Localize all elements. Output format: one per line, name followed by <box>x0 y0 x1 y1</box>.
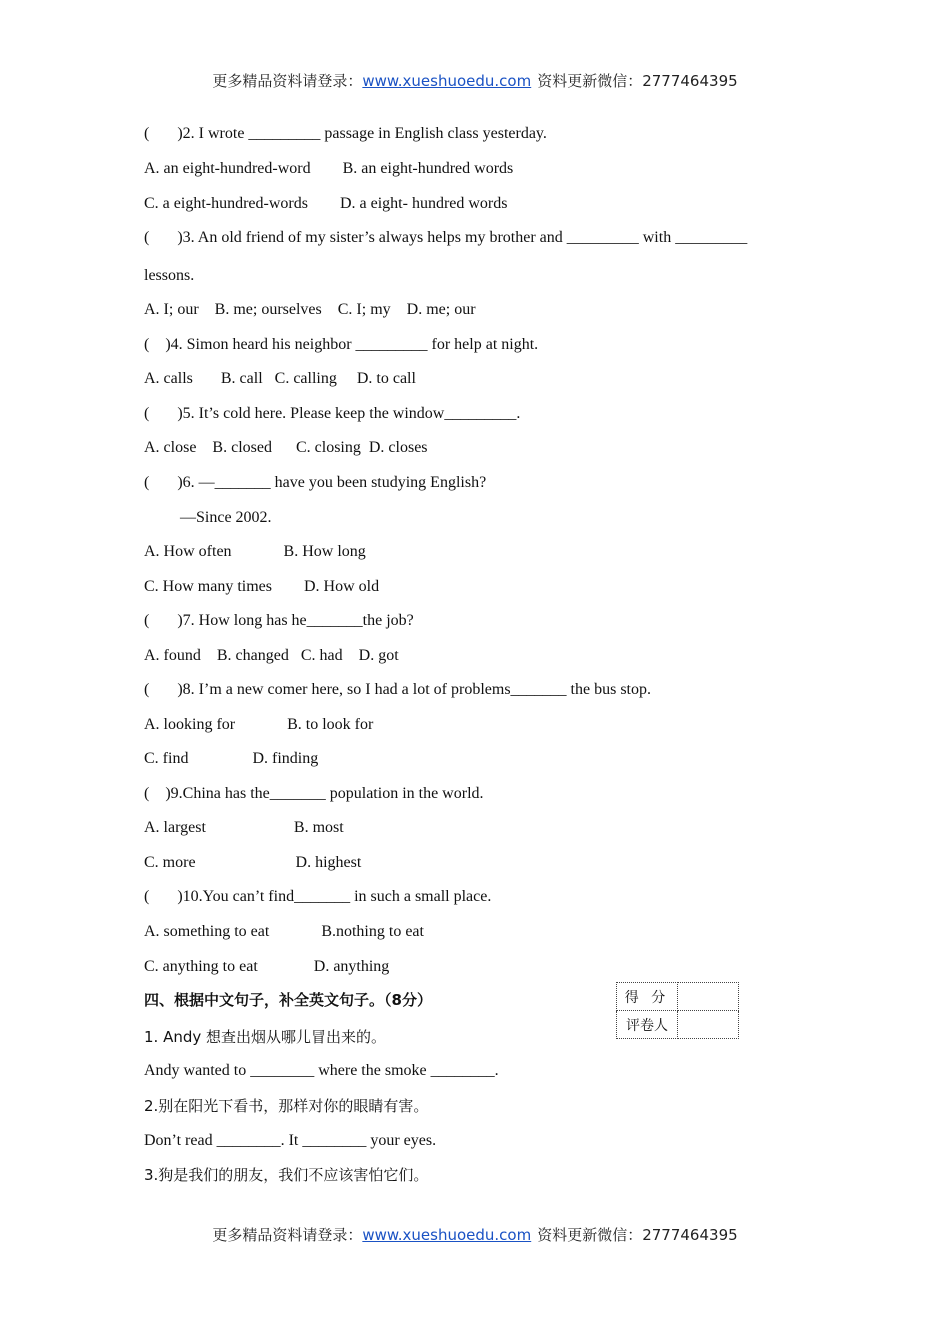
options-9a: A. largest B. most <box>144 819 344 836</box>
question-3-cont: lessons. <box>144 267 195 284</box>
question-6-answer: —Since 2002. <box>144 509 272 526</box>
options-7: A. found B. changed C. had D. got <box>144 647 399 664</box>
score-label: 得 分 <box>617 983 678 1011</box>
question-8: ( )8. I’m a new comer here, so I had a lot of problems_______ the bus stop. <box>144 681 651 698</box>
s4-item-2-en: Don’t read ________. It ________ your eyes. <box>144 1132 437 1149</box>
options-10a: A. something to eat B.nothing to eat <box>144 923 424 940</box>
options-4: A. calls B. call C. calling D. to call <box>144 370 416 387</box>
options-5: A. close B. closed C. closing D. closes <box>144 439 428 456</box>
s4-item-1-en: Andy wanted to ________ where the smoke ________. <box>144 1062 499 1079</box>
options-10b: C. anything to eat D. anything <box>144 958 390 975</box>
grader-cell <box>678 1011 739 1039</box>
options-2a: A. an eight-hundred-word B. an eight-hundred words <box>144 160 514 177</box>
header-link[interactable]: www.xueshuoedu.com <box>362 72 532 90</box>
options-8b: C. find D. finding <box>144 750 319 767</box>
s4-item-2-cn: 2.别在阳光下看书，那样对你的眼睛有害。 <box>144 1097 429 1115</box>
question-10: ( )10.You can’t find_______ in such a small place. <box>144 888 492 905</box>
header-prefix: 更多精品资料请登录： <box>212 72 363 90</box>
question-5: ( )5. It’s cold here. Please keep the window_________. <box>144 405 521 422</box>
score-box <box>616 982 739 1039</box>
footer-suffix: 资料更新微信：2777464395 <box>537 1226 738 1244</box>
page-footer <box>0 1224 950 1245</box>
options-2b: C. a eight-hundred-words D. a eight- hundred words <box>144 195 508 212</box>
score-cell <box>678 983 739 1011</box>
options-6b: C. How many times D. How old <box>144 578 380 595</box>
question-4: ( )4. Simon heard his neighbor _________ for help at night. <box>144 336 539 353</box>
page-header <box>0 70 950 91</box>
question-6: ( )6. —_______ have you been studying English? <box>144 474 487 491</box>
options-9b: C. more D. highest <box>144 854 362 871</box>
s4-item-1-cn: 1. Andy 想查出烟从哪儿冒出来的。 <box>144 1028 387 1046</box>
header-suffix: 资料更新微信：2777464395 <box>537 72 738 90</box>
options-6a: A. How often B. How long <box>144 543 366 560</box>
footer-prefix: 更多精品资料请登录： <box>212 1226 363 1244</box>
s4-item-3-cn: 3.狗是我们的朋友，我们不应该害怕它们。 <box>144 1166 429 1184</box>
question-7: ( )7. How long has he_______the job? <box>144 612 414 629</box>
question-3: ( )3. An old friend of my sister’s always helps my brother and _________ with _________ <box>144 229 748 246</box>
question-9: ( )9.China has the_______ population in the world. <box>144 785 484 802</box>
options-3: A. I; our B. me; ourselves C. I; my D. me; our <box>144 301 476 318</box>
options-8a: A. looking for B. to look for <box>144 716 374 733</box>
grader-label: 评卷人 <box>617 1011 678 1039</box>
section-4-title: 四、根据中文句子，补全英文句子。（8分） <box>144 991 432 1009</box>
footer-link[interactable]: www.xueshuoedu.com <box>362 1226 532 1244</box>
question-2: ( )2. I wrote _________ passage in English class yesterday. <box>144 125 547 142</box>
